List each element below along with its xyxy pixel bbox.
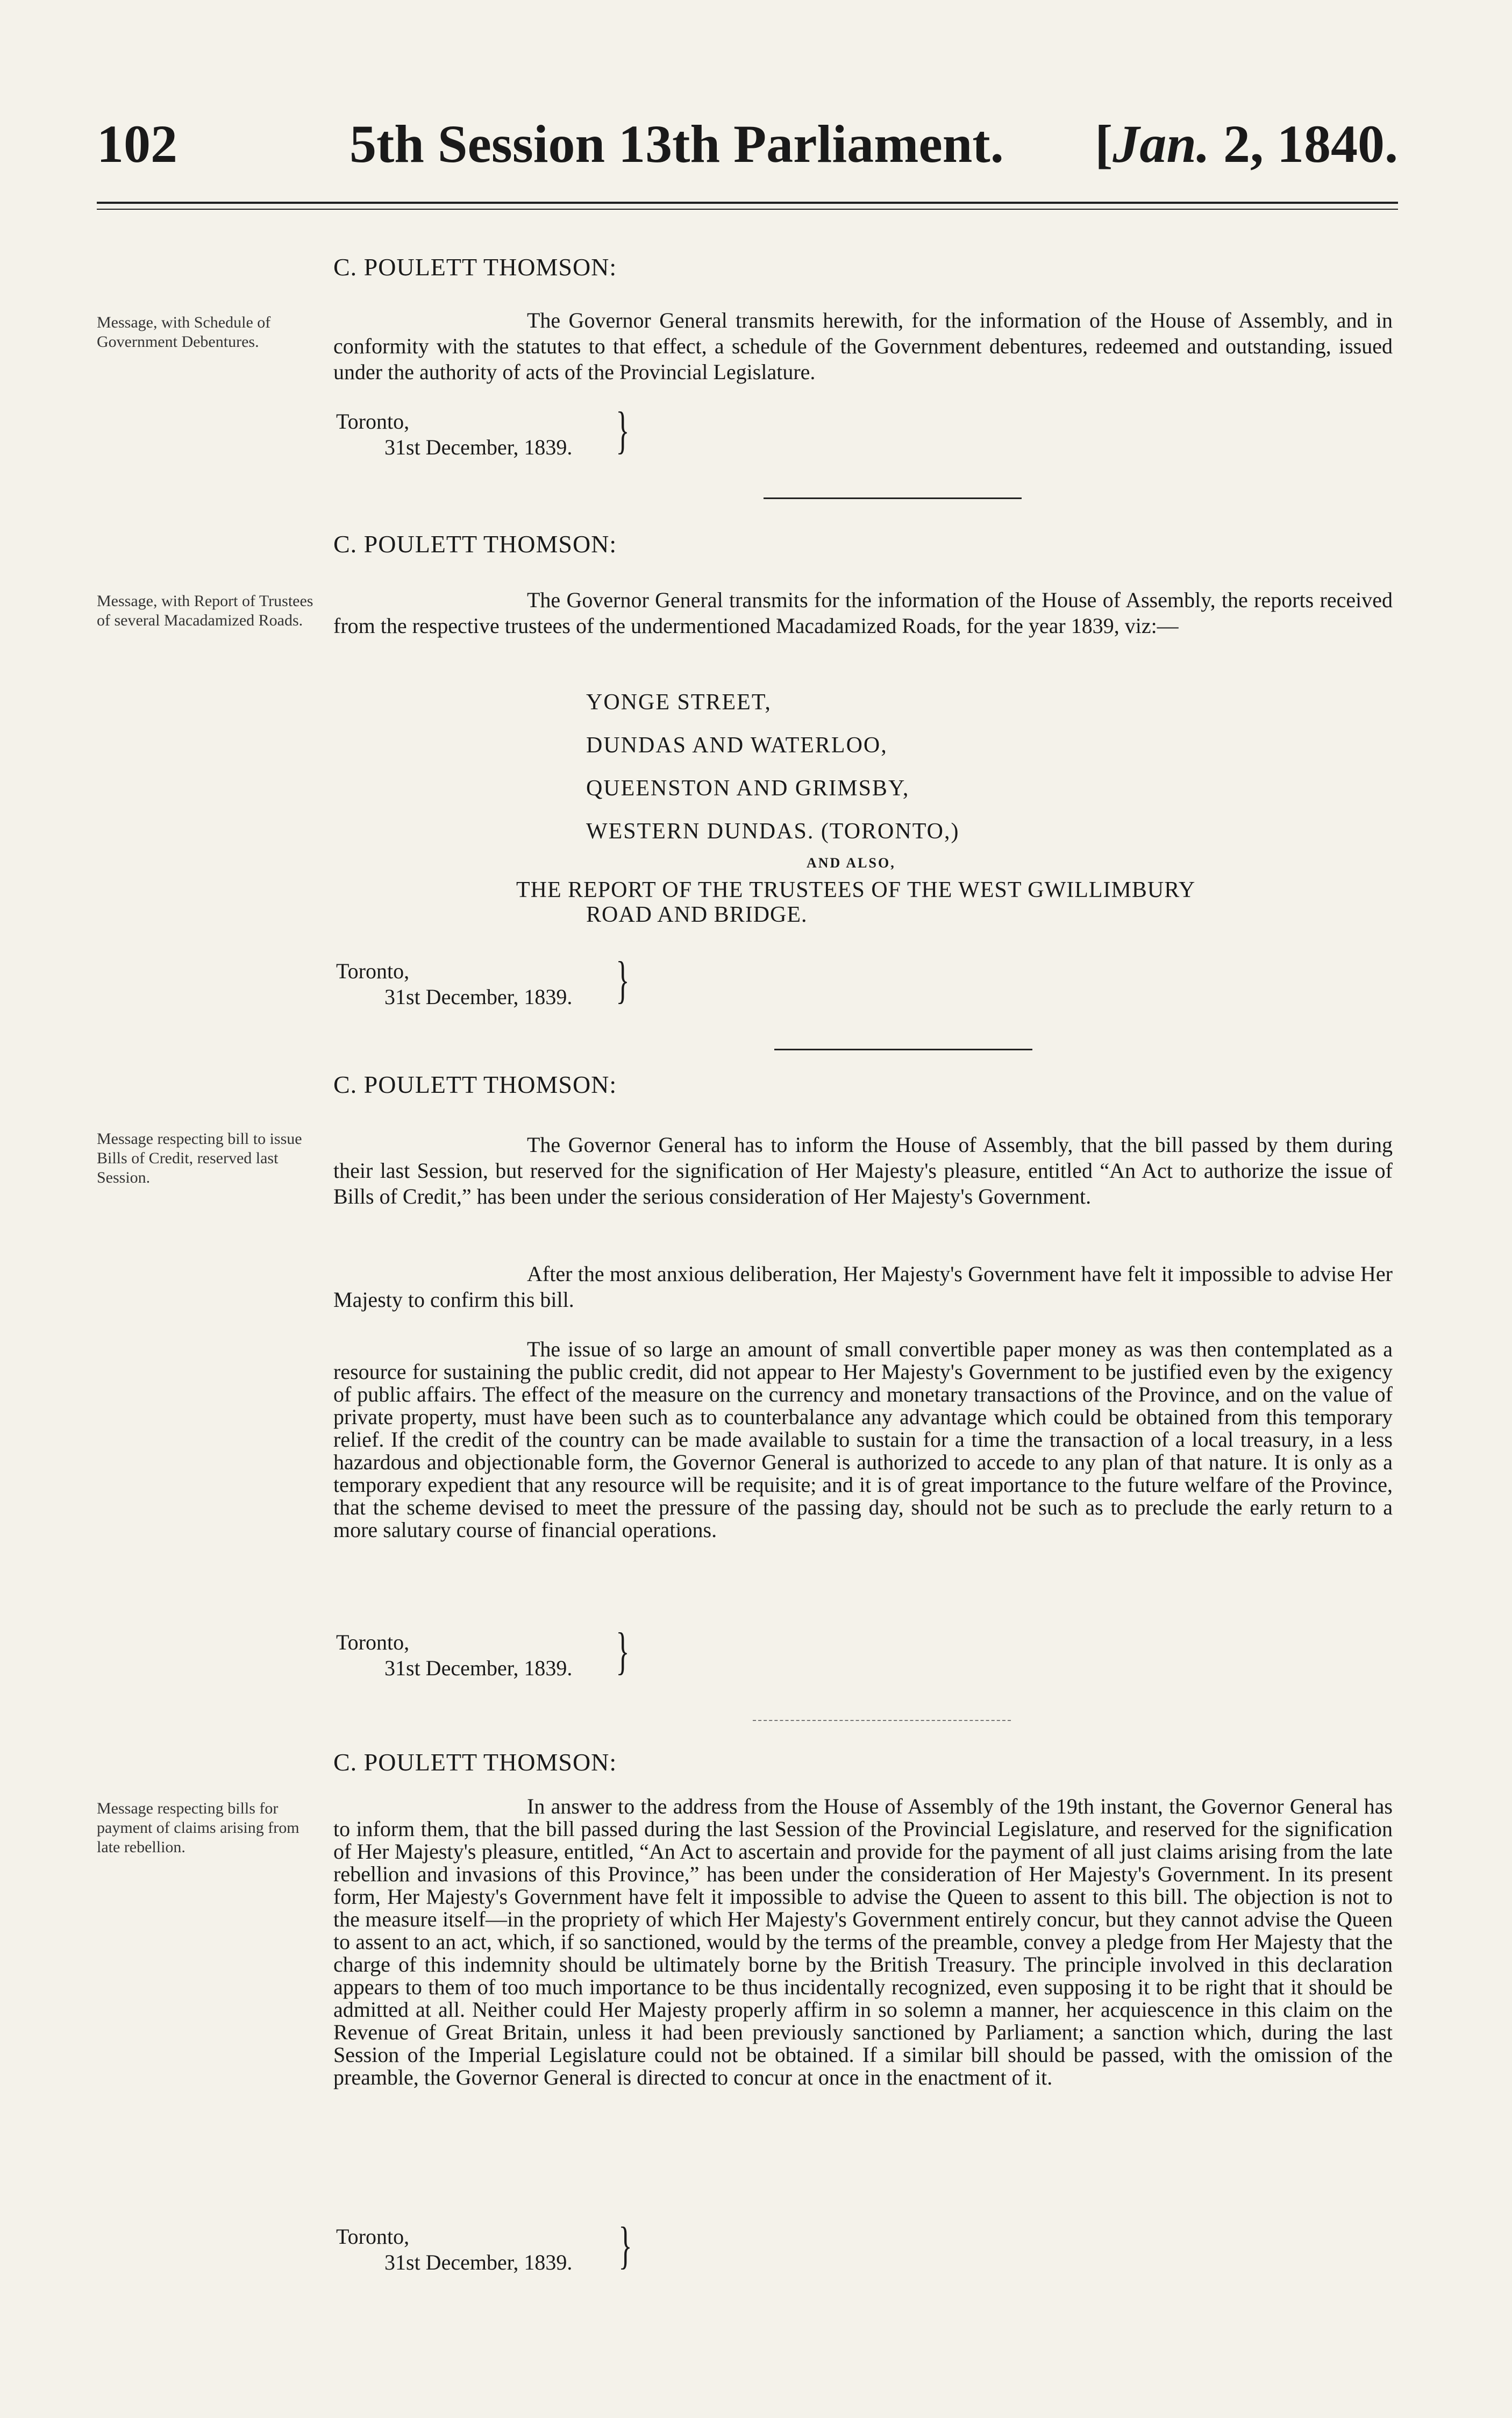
header-rule-thin bbox=[97, 209, 1398, 210]
page-number: 102 bbox=[97, 114, 177, 174]
brace-glyph: } bbox=[616, 951, 630, 1008]
signature: C. POULETT THOMSON: bbox=[333, 1748, 617, 1776]
margin-note: Message respecting bills for payment of claims arising from late rebellion. bbox=[97, 1800, 299, 1856]
header-date bbox=[1095, 113, 1398, 175]
place: Toronto, bbox=[336, 959, 410, 983]
margin-note: Message respecting bill to issue Bills of Credit, reserved last Session. bbox=[97, 1130, 302, 1186]
message-paragraph: The Governor General transmits herewith, for the information of the House of Assembly, and in conformity with the statutes to that effect, a schedule of the Government debentures, redeemed and outstanding, issued under the authority of acts of the Provincial Legislature. bbox=[333, 308, 1393, 384]
road-name: YONGE STREET, bbox=[586, 690, 772, 715]
report-title-line: THE REPORT OF THE TRUSTEES OF THE WEST GWILLIMBURY bbox=[516, 878, 1196, 902]
place: Toronto, bbox=[336, 2224, 410, 2249]
header-date-bracket: [ bbox=[1095, 114, 1113, 174]
message-paragraph: The Governor General transmits for the information of the House of Assembly, the reports received from the respective trustees of the undermentioned Macadamized Roads, for the year 1839, viz:— bbox=[333, 588, 1393, 638]
margin-note: Message, with Schedule of Government Debentures. bbox=[97, 314, 271, 351]
running-title: 5th Session 13th Parliament. bbox=[350, 114, 1004, 174]
signature: C. POULETT THOMSON: bbox=[333, 1071, 617, 1098]
message-paragraph: The Governor General has to inform the House of Assembly, that the bill passed by them during their last Session, but reserved for the signification of Her Majesty's pleasure, entitled “An Act to authorize the issue of Bills of Credit,” has been under the serious consideration of Her Majesty's Government. bbox=[333, 1133, 1393, 1208]
page-header bbox=[97, 113, 1398, 177]
header-date-month: Jan. bbox=[1112, 114, 1210, 174]
brace-glyph: } bbox=[616, 1622, 630, 1680]
section-divider bbox=[774, 1049, 1032, 1050]
signature: C. POULETT THOMSON: bbox=[333, 530, 617, 558]
date: 31st December, 1839. bbox=[384, 2250, 573, 2274]
report-title bbox=[516, 878, 1387, 927]
brace-glyph: } bbox=[618, 2216, 632, 2274]
header-date-rest: 2, 1840. bbox=[1210, 114, 1398, 174]
message-paragraph: After the most anxious deliberation, Her Majesty's Government have felt it impossible to advise Her Majesty to confirm this bill. bbox=[333, 1262, 1393, 1312]
brace-glyph: } bbox=[616, 401, 630, 459]
road-name: DUNDAS AND WATERLOO, bbox=[586, 733, 888, 758]
road-name: WESTERN DUNDAS. (TORONTO,) bbox=[586, 819, 960, 844]
road-name: QUEENSTON AND GRIMSBY, bbox=[586, 776, 910, 801]
signature: C. POULETT THOMSON: bbox=[333, 253, 617, 281]
place-date bbox=[336, 1630, 572, 1681]
date: 31st December, 1839. bbox=[384, 1656, 573, 1680]
section-divider bbox=[753, 1720, 1011, 1721]
message-paragraph: In answer to the address from the House of Assembly of the 19th instant, the Governor General has to inform them, that the bill passed during the last Session of the Provincial Legislature, and reserved for the signification of Her Majesty's pleasure, entitled, “An Act to ascertain and provide for the payment of all just claims arising from the late rebellion and invasions of this Province,” has been under the consideration of Her Majesty's Government. In its present form, Her Majesty's Government have felt it impossible to advise the Queen to assent to this bill. The objection is not to the measure itself—in the propriety of which Her Majesty's Government entirely concur, but they cannot advise the Queen to assent to an act, which, if so sanctioned, would by the terms of the preamble, convey a pledge from Her Majesty that the charge of this indemnity should be ultimately borne by the British Treasury. The principle involved in this declaration appears to them of too much importance to be thus incidentally recognized, even supposing it to be right that it should be admitted at all. Neither could Her Majesty properly affirm in so solemn a manner, her acquiescence in this claim on the Revenue of Great Britain, unless it had been previously sanctioned by Parliament; a sanction which, during the last Session of the Imperial Legislature could not be obtained. If a similar bill should be passed, with the omission of the preamble, the Governor General is directed to concur at once in the enactment of it. bbox=[333, 1794, 1393, 2089]
date: 31st December, 1839. bbox=[384, 985, 573, 1009]
place: Toronto, bbox=[336, 409, 410, 433]
report-title-line: ROAD AND BRIDGE. bbox=[586, 902, 808, 927]
place-date bbox=[336, 2224, 572, 2275]
place-date bbox=[336, 958, 572, 1010]
and-also: AND ALSO, bbox=[807, 855, 896, 871]
date: 31st December, 1839. bbox=[384, 435, 573, 459]
section-divider bbox=[764, 497, 1022, 499]
place-date bbox=[336, 409, 572, 460]
header-rule bbox=[97, 202, 1398, 204]
message-paragraph: The issue of so large an amount of small convertible paper money as was then contemplated as a resource for sustaining the public credit, did not appear to Her Majesty's Government to be justified even by the exigency of public affairs. The effect of the measure on the currency and monetary transactions of the Province, and on the value of private property, must have been such as to counterbalance any advantage which could be obtained from this temporary relief. If the credit of the country can be made available to sustain for a time the transaction of a local treasury, in a less hazardous and objectionable form, the Governor General is authorized to accede to any plan of that nature. It is only as a temporary expedient that any resource will be requisite; and it is of great importance to the future welfare of the Province, that the scheme devised to meet the pressure of the passing day, should not be such as to preclude the early return to a more salutary course of financial operations. bbox=[333, 1337, 1393, 1542]
margin-note: Message, with Report of Trustees of several Macadamized Roads. bbox=[97, 592, 313, 629]
place: Toronto, bbox=[336, 1630, 410, 1654]
